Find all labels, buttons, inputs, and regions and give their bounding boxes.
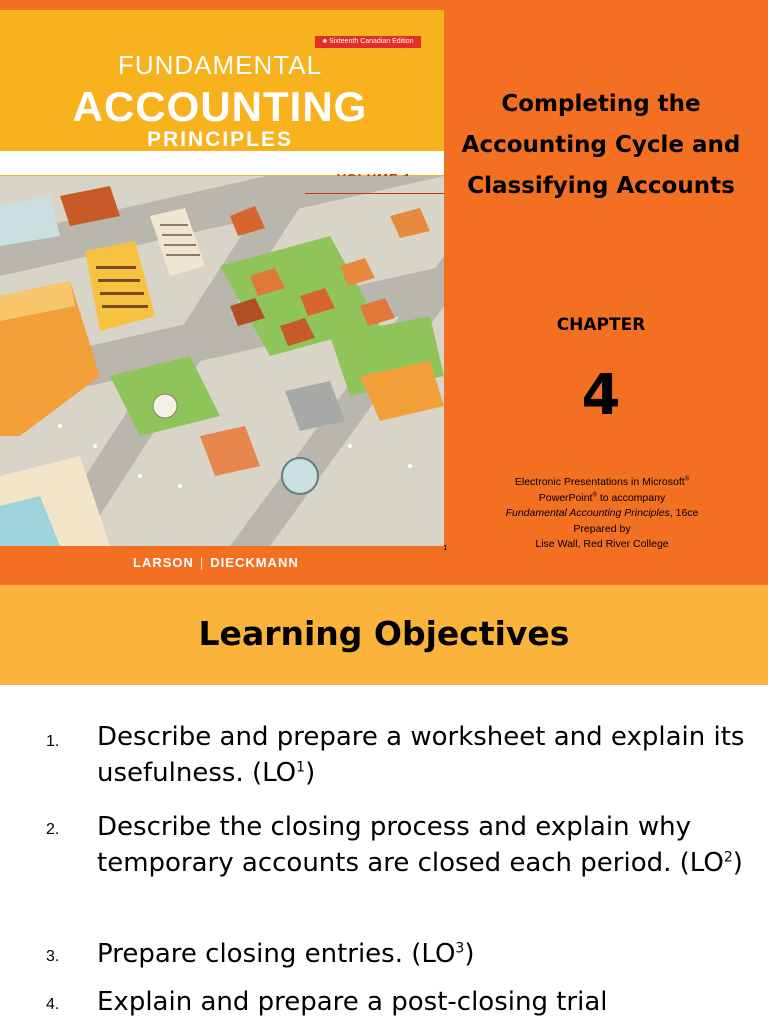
city-illustration: [0, 176, 444, 546]
cover-title-principles: PRINCIPLES: [146, 128, 294, 151]
list-item-text: Describe and prepare a worksheet and explain its usefulness. $(LO^1)$: [97, 722, 745, 788]
chapter-title: Completing the Accounting Cycle and Classifying Accounts: [461, 91, 741, 199]
cover-title-fundamental: FUNDAMENTAL: [117, 50, 323, 80]
chapter-number: 4: [581, 363, 621, 428]
cover-title-accounting: ACCOUNTING: [72, 83, 368, 130]
learning-objectives-title: Learning Objectives: [198, 614, 570, 653]
list-item-number: 2.: [46, 821, 60, 838]
list-item-text: Describe the closing process and explain why temporary accounts are closed each period. $(LO^2)$: [97, 812, 743, 878]
list-item-text: Explain and prepare a post-closing trial: [97, 987, 608, 1017]
list-item-number: 4.: [46, 996, 60, 1013]
presentation-credits: Electronic Presentations in Microsoft® PowerPoint® to accompany Fundamental Accounting Principles, 16ce Prepared by Lise Wall, Red River College: [505, 476, 699, 550]
book-cover: [0, 10, 444, 584]
cover-authors: LARSON | DIECKMANN: [133, 555, 299, 570]
volume-underline: [305, 193, 444, 194]
list-item-text: Prepare closing entries. $(LO^3)$: [97, 939, 475, 969]
list-item-number: 3.: [46, 948, 60, 965]
chapter-label: CHAPTER: [556, 315, 646, 335]
slide-number: 1: [443, 544, 448, 552]
maple-leaf-icon: ♣: [322, 38, 328, 45]
edition-badge: ♣ Sixteenth Canadian Edition: [315, 36, 421, 48]
list-item-number: 1.: [46, 733, 60, 750]
